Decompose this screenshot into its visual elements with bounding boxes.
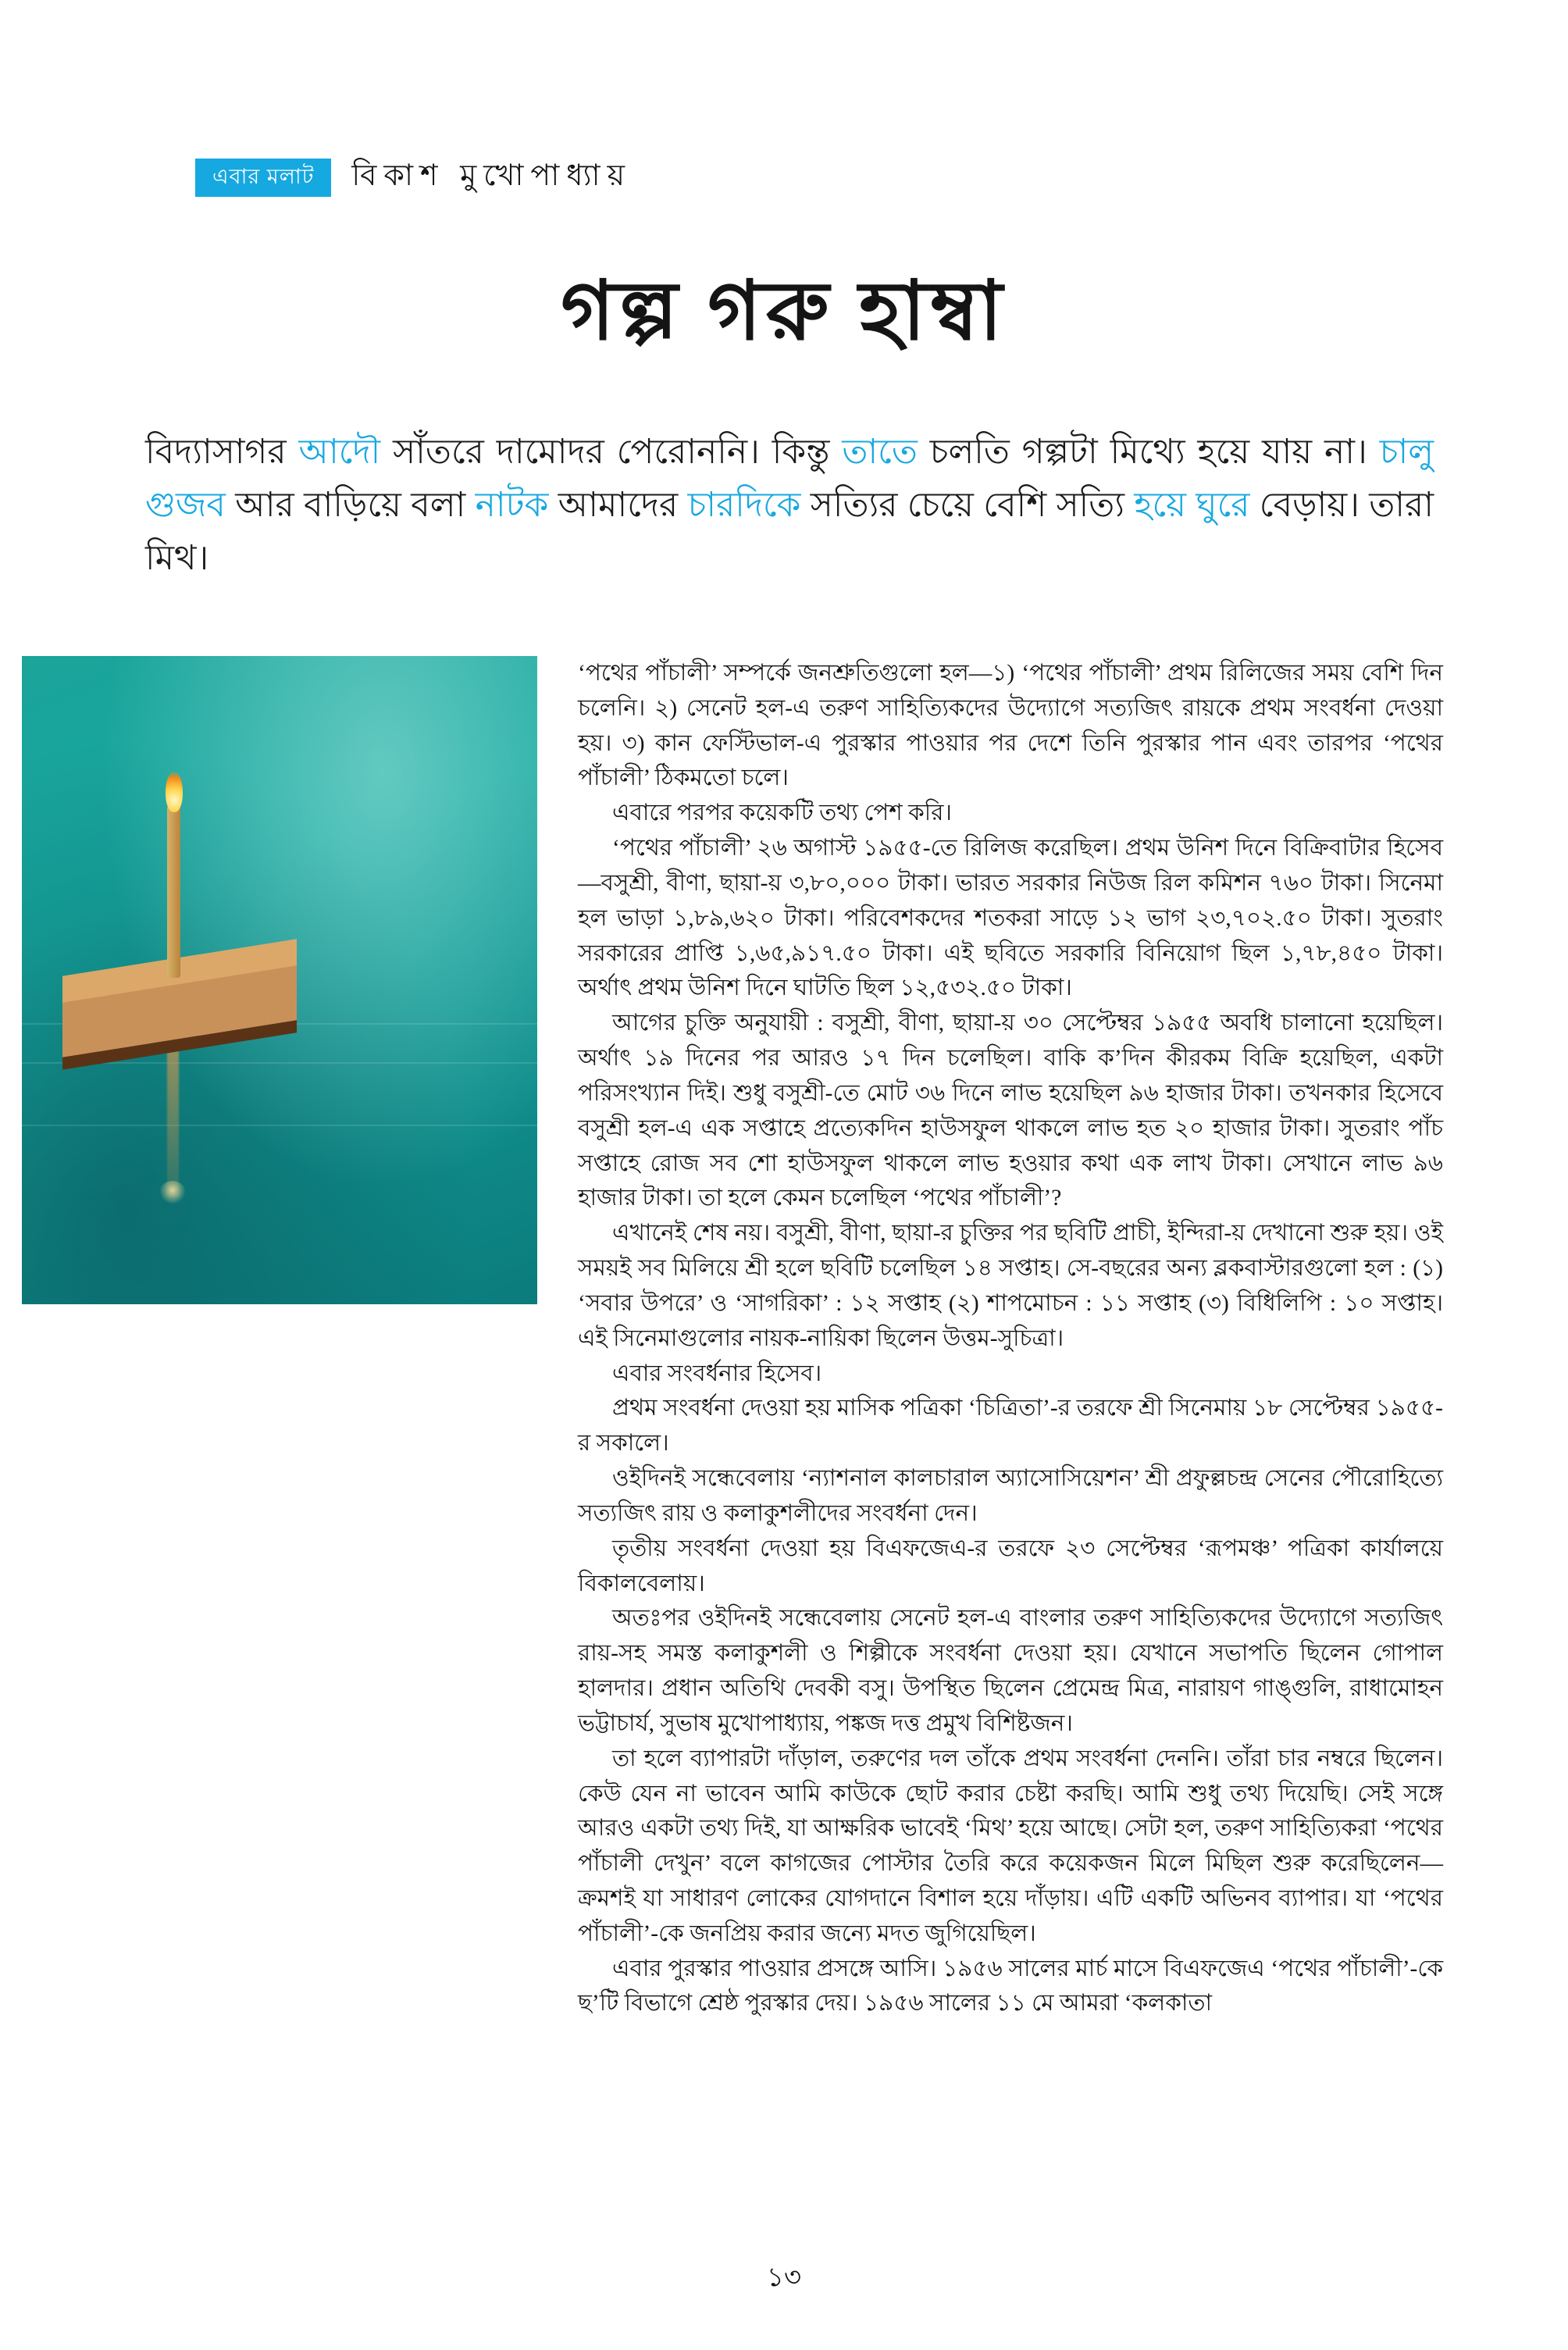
- article-paragraph: এবার সংবর্ধনার হিসেব।: [612, 1360, 822, 1386]
- article-paragraph: ‘পথের পাঁচালী’ ২৬ অগাস্ট ১৯৫৫-তে রিলিজ করেছিল। প্রথম উনিশ দিনে বিক্রিবাটার হিসেব—বসুশ্রী, বীণা, ছায়া-য় ৩,৮০,০০০ টাকা। ভারত সরকার নিউজ রিল কমিশন ৭৬০ টাকা। সিনেমা হল ভাড়া ১,৮৯,৬২০ টাকা। পরিবেশকদের শতকরা সাড়ে ১২ ভাগ ২৩,৭০২.৫০ টাকা। সুতরাং সরকারের প্রাপ্তি ১,৬৫,৯১৭.৫০ টাকা। এই ছবিতে সরকারি বিনিয়োগ ছিল ১,৭৮,৪৫০ টাকা। অর্থাৎ প্রথম উনিশ দিনে ঘাটতি ছিল ১২,৫৩২.৫০ টাকা।: [578, 836, 1443, 1001]
- article-paragraph: এবার পুরস্কার পাওয়ার প্রসঙ্গে আসি। ১৯৫৬ সালের মার্চ মাসে বিএফজেএ ‘পথের পাঁচালী’-কে ছ’টি বিভাগে শ্রেষ্ঠ পুরস্কার দেয়। ১৯৫৬ সালের ১১ মে আমরা ‘কলকাতা: [578, 1956, 1443, 2017]
- article-paragraph: ‘পথের পাঁচালী’ সম্পর্কে জনশ্রুতিগুলো হল—১) ‘পথের পাঁচালী’ প্রথম রিলিজের সময় বেশি দিন চলেনি। ২) সেনেট হল-এ তরুণ সাহিত্যিকদের উদ্যোগে সত্যজিৎ রায়কে প্রথম সংবর্ধনা দেওয়া হয়। ৩) কান ফেস্টিভাল-এ পুরস্কার পাওয়ার পর দেশে তিনি পুরস্কার পান এবং তারপর ‘পথের পাঁচালী’ ঠিকমতো চলে।: [578, 661, 1443, 791]
- standfirst-highlight: হয়ে ঘুরে: [1134, 486, 1250, 525]
- standfirst-highlight: নাটক: [475, 486, 549, 525]
- standfirst-highlight: চারদিকে: [687, 486, 801, 525]
- standfirst: [145, 426, 1434, 586]
- article-paragraph: ওইদিনই সন্ধেবেলায় ‘ন্যাশনাল কালচারাল অ্যাসোসিয়েশন’ শ্রী প্রফুল্লচন্দ্র সেনের পৌরোহিত্যে সত্যজিৎ রায় ও কলাকুশলীদের সংবর্ধনা দেন।: [578, 1466, 1443, 1526]
- article-paragraph: এখানেই শেষ নয়। বসুশ্রী, বীণা, ছায়া-র চুক্তির পর ছবিটি প্রাচী, ইন্দিরা-য় দেখানো শুরু হয়। ওই সময়ই সব মিলিয়ে শ্রী হলে ছবিটি চলেছিল ১৪ সপ্তাহ। সে-বছরের অন্য ব্লকবাস্টারগুলো হল : (১) ‘সবার উপরে’ ও ‘সাগরিকা’ : ১২ সপ্তাহ (২) শাপমোচন : ১১ সপ্তাহ (৩) বিধিলিপি : ১০ সপ্তাহ। এই সিনেমাগুলোর নায়ক-নায়িকা ছিলেন উত্তম-সুচিত্রা।: [578, 1221, 1443, 1351]
- section-tag: এবার মলাট: [195, 159, 331, 197]
- candle-stick: [167, 806, 180, 978]
- article-paragraph: এবারে পরপর কয়েকটি তথ্য পেশ করি।: [612, 801, 952, 826]
- article-paragraph: তৃতীয় সংবর্ধনা দেওয়া হয় বিএফজেএ-র তরফে ২৩ সেপ্টেম্বর ‘রূপমঞ্চ’ পত্রিকা কার্যালয়ে বিকালবেলায়।: [578, 1535, 1443, 1596]
- standfirst-text: বিদ্যাসাগর: [145, 433, 299, 471]
- reflection-flame: [159, 1181, 186, 1204]
- article-paragraph: তা হলে ব্যাপারটা দাঁড়াল, তরুণের দল তাঁকে প্রথম সংবর্ধনা দেননি। তাঁরা চার নম্বরে ছিলেন। কেউ যেন না ভাবেন আমি কাউকে ছোট করার চেষ্টা করছি। আমি শুধু তথ্য দিয়েছি। সেই সঙ্গে আরও একটা তথ্য দিই, যা আক্ষরিক ভাবেই ‘মিথ’ হয়ে আছে। সেটা হল, তরুণ সাহিত্যিকরা ‘পথের পাঁচালী দেখুন’ বলে কাগজের পোস্টার তৈরি করে কয়েকজন মিলে মিছিল শুরু করেছিলেন—ক্রমশই যা সাধারণ লোকের যোগদানে বিশাল হয়ে দাঁড়ায়। এটি একটি অভিনব ব্যাপার। যা ‘পথের পাঁচালী’-কে জনপ্রিয় করার জন্যে মদত জুগিয়েছিল।: [578, 1746, 1443, 1946]
- standfirst-text: আর বাড়িয়ে বলা: [225, 486, 476, 525]
- standfirst-text: বেড়ায়। তারা মিথ।: [145, 486, 1434, 578]
- standfirst-text: চলতি গল্পটা মিথ্যে হয়ে যায় না।: [917, 433, 1380, 471]
- page-title: গল্প গরু হাম্বা: [561, 266, 1007, 357]
- article-paragraph: প্রথম সংবর্ধনা দেওয়া হয় মাসিক পত্রিকা ‘চিত্রিতা’-র তরফে শ্রী সিনেমায় ১৮ সেপ্টেম্বর ১৯৫৫-র সকালে।: [578, 1396, 1443, 1457]
- ripple-line: [22, 1125, 537, 1126]
- candle-on-floating-raft-photo: [22, 656, 537, 1304]
- article-body: [578, 656, 1443, 2021]
- standfirst-highlight: আদৌ: [298, 433, 381, 471]
- page-number: ১৩: [766, 2263, 802, 2292]
- standfirst-text: সাঁতরে দামোদর পেরোননি। কিন্তু: [380, 433, 843, 471]
- article-paragraph: আগের চুক্তি অনুযায়ী : বসুশ্রী, বীণা, ছায়া-য় ৩০ সেপ্টেম্বর ১৯৫৫ অবধি চালানো হয়েছিল। অর্থাৎ ১৯ দিনের পর আরও ১৭ দিন চলেছিল। বাকি ক’দিন কীরকম বিক্রি হয়েছিল, একটা পরিসংখ্যান দিই। শুধু বসুশ্রী-তে মোট ৩৬ দিনে লাভ হয়েছিল ৯৬ হাজার টাকা। তখনকার হিসেবে বসুশ্রী হল-এ এক সপ্তাহে প্রত্যেকদিন হাউসফুল থাকলে লাভ হত ২০ হাজার টাকা। সুতরাং পাঁচ সপ্তাহে রোজ সব শো হাউসফুল থাকলে লাভ হওয়ার কথা এক লাখ টাকা। সেখানে লাভ ৯৬ হাজার টাকা। তা হলে কেমন চলেছিল ‘পথের পাঁচালী’?: [578, 1011, 1443, 1211]
- author-byline: বিকাশ মুখোপাধ্যায়: [351, 159, 632, 192]
- standfirst-highlight: চালু গুজব: [145, 433, 1434, 525]
- reflection-stick: [167, 1040, 179, 1196]
- standfirst-text: সত্যির চেয়ে বেশি সত্যি: [800, 486, 1135, 525]
- kicker-row: [195, 152, 632, 202]
- ripple-line: [22, 1062, 537, 1064]
- flame-icon: [166, 772, 183, 812]
- standfirst-highlight: তাতে: [842, 433, 918, 471]
- standfirst-text: আমাদের: [548, 486, 688, 525]
- article-paragraph: অতঃপর ওইদিনই সন্ধেবেলায় সেনেট হল-এ বাংলার তরুণ সাহিত্যিকদের উদ্যোগে সত্যজিৎ রায়-সহ সমস্ত কলাকুশলী ও শিল্পীকে সংবর্ধনা দেওয়া হয়। যেখানে সভাপতি ছিলেন গোপাল হালদার। প্রধান অতিথি দেবকী বসু। উপস্থিত ছিলেন প্রেমেন্দ্র মিত্র, নারায়ণ গাঙ্গুলি, রাধামোহন ভট্টাচার্য, সুভাষ মুখোপাধ্যায়, পঙ্কজ দত্ত প্রমুখ বিশিষ্টজন।: [578, 1606, 1443, 1736]
